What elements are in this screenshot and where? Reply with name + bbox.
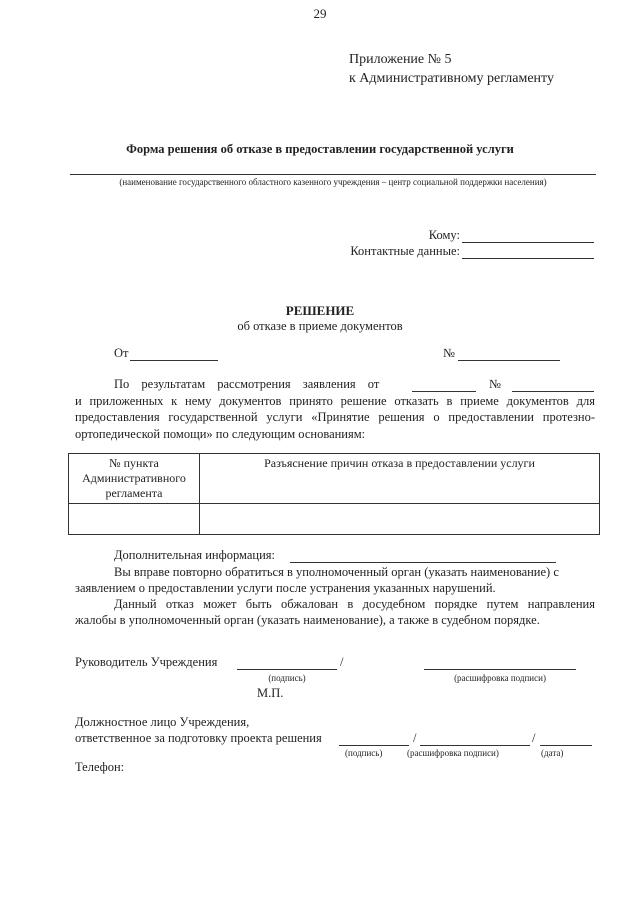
institution-name-line bbox=[70, 174, 596, 175]
official-decode-caption: (расшифровка подписи) bbox=[407, 748, 499, 758]
head-label: Руководитель Учреждения bbox=[75, 655, 218, 669]
table-header-clause: № пункта Административного регламента bbox=[69, 454, 200, 504]
table-cell-clause[interactable] bbox=[69, 504, 200, 535]
official-decode-line bbox=[420, 745, 530, 746]
official-label-1: Должностное лицо Учреждения, bbox=[75, 715, 250, 729]
additional-info-line bbox=[290, 562, 556, 563]
table-header-explanation: Разъяснение причин отказа в предоставлении услуги bbox=[200, 454, 600, 504]
resubmit-line-2: заявлением о предоставлении услуги после устранения указанных нарушений. bbox=[75, 581, 496, 595]
table-cell-explanation[interactable] bbox=[200, 504, 600, 535]
seal-mark: М.П. bbox=[257, 686, 284, 700]
additional-info-label: Дополнительная информация: bbox=[114, 548, 275, 562]
official-slash-2: / bbox=[532, 731, 536, 745]
application-number-label: № bbox=[489, 377, 501, 391]
number-label: № bbox=[443, 346, 455, 360]
body-line-2: и приложенных к нему документов принято решение отказать в приеме документов для bbox=[75, 394, 595, 408]
body-line-3: предоставления государственной услуги «Принятие решения о предоставлении протезно- bbox=[75, 410, 595, 424]
body-line-1: По результатам рассмотрения заявления от bbox=[114, 377, 380, 391]
official-date-line bbox=[540, 745, 592, 746]
head-decode-caption: (расшифровка подписи) bbox=[454, 673, 546, 683]
resubmit-line-1: Вы вправе повторно обратиться в уполномоченный орган (указать наименование) с bbox=[114, 565, 559, 579]
number-line bbox=[458, 360, 560, 361]
appeal-line-1: Данный отказ может быть обжалован в досудебном порядке путем направления bbox=[114, 597, 595, 611]
table-row bbox=[69, 504, 600, 535]
decision-subtitle: об отказе в приеме документов bbox=[237, 319, 403, 333]
official-date-caption: (дата) bbox=[541, 748, 564, 758]
form-title: Форма решения об отказе в предоставлении государственной услуги bbox=[126, 142, 514, 156]
appeal-line-2: жалобы в уполномоченный орган (указать наименование), а также в судебном порядке. bbox=[75, 613, 540, 627]
from-date-line bbox=[130, 360, 218, 361]
head-signature-line bbox=[237, 669, 337, 670]
appendix-reference: к Административному регламенту bbox=[349, 71, 554, 86]
official-sign-caption: (подпись) bbox=[345, 748, 383, 758]
from-label: От bbox=[114, 346, 129, 360]
official-slash-1: / bbox=[413, 731, 417, 745]
phone-label: Телефон: bbox=[75, 760, 125, 774]
contacts-label: Контактные данные: bbox=[350, 244, 460, 258]
official-signature-line bbox=[339, 745, 409, 746]
decision-title: РЕШЕНИЕ bbox=[285, 303, 355, 318]
head-decode-line bbox=[424, 669, 576, 670]
page-number: 29 bbox=[313, 6, 327, 21]
appendix-title: Приложение № 5 bbox=[349, 52, 452, 67]
application-date-line bbox=[412, 391, 476, 392]
application-number-line bbox=[512, 391, 594, 392]
head-sign-caption: (подпись) bbox=[268, 673, 306, 683]
body-line-4: ортопедической помощи» по следующим основаниям: bbox=[75, 427, 366, 441]
head-slash: / bbox=[340, 655, 344, 669]
recipient-to-label: Кому: bbox=[428, 228, 460, 242]
contacts-line bbox=[462, 258, 594, 259]
table-header-row bbox=[69, 454, 600, 504]
refusal-reasons-table bbox=[68, 453, 600, 535]
institution-caption: (наименование государственного областного казенного учреждения – центр социальной поддержки населения) bbox=[119, 177, 547, 187]
recipient-to-line bbox=[462, 242, 594, 243]
official-label-2: ответственное за подготовку проекта решения bbox=[75, 731, 322, 745]
